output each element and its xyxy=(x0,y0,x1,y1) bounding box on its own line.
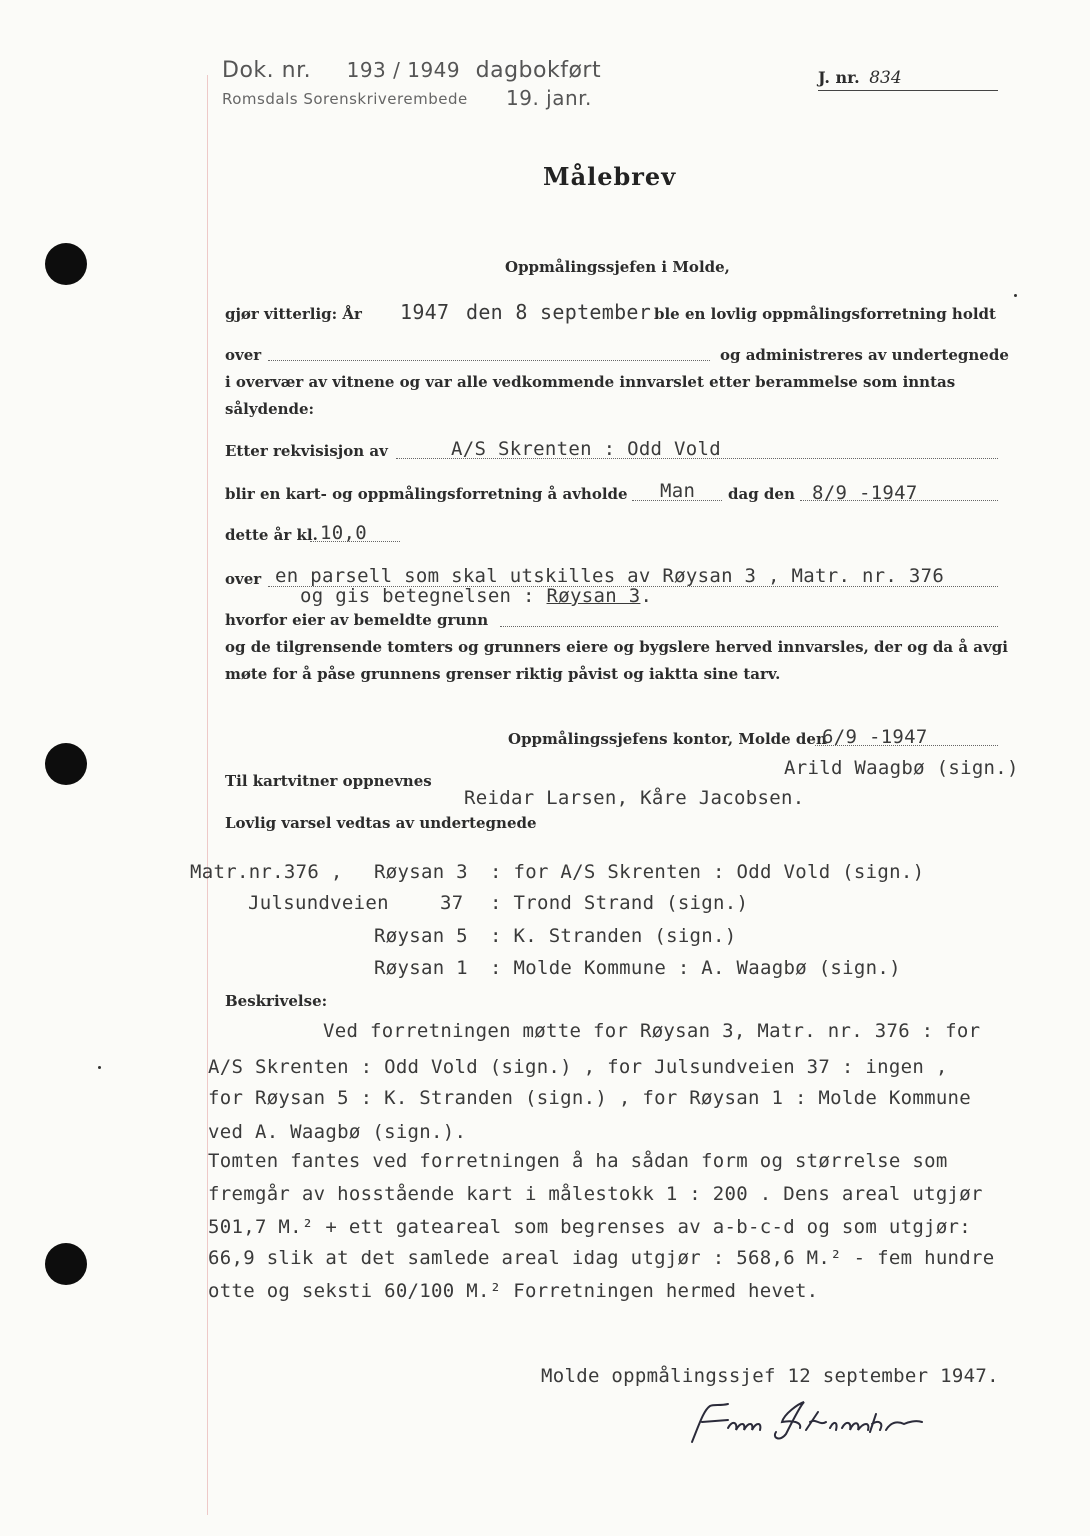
description-line: 66,9 slik at det samlede areal idag utgjør : 568,6 M.² - fem hundre xyxy=(208,1247,995,1269)
party-left: Julsundveien xyxy=(248,892,389,914)
meeting-date: 8/9 -1947 xyxy=(812,482,918,504)
party-property: 37 xyxy=(440,892,464,914)
parcel-designation: Røysan 3 xyxy=(546,585,641,607)
description-line: Tomten fantes ved forretningen å ha sådan form og størrelse som xyxy=(208,1150,948,1172)
parcel-designation-suffix: . xyxy=(640,585,653,607)
j-value: 834 xyxy=(869,68,902,88)
journal-underline xyxy=(818,90,998,91)
office-date: 6/9 -1947 xyxy=(822,726,928,748)
doc-number-stamp xyxy=(222,58,601,83)
description-line: otte og seksti 60/100 M.² Forretningen hermed hevet. xyxy=(208,1280,819,1302)
witnesses-names: Reidar Larsen, Kåre Jacobsen. xyxy=(464,787,805,809)
witnesses-label: Til kartvitner oppnevnes xyxy=(225,772,432,790)
party-property: Røysan 1 xyxy=(374,957,468,979)
office-signer: Arild Waagbø (sign.) xyxy=(784,757,1019,779)
description-label: Beskrivelse: xyxy=(225,992,328,1010)
year-value: 1947 xyxy=(400,300,450,324)
party-text: : Molde Kommune : A. Waagbø (sign.) xyxy=(490,957,901,979)
time-label: dette år kl. xyxy=(225,526,318,544)
vitterlig-label: gjør vitterlig: År xyxy=(225,305,362,323)
notice-line-1: og de tilgrensende tomters og grunners eiere og bygslere herved innvarsles, der og da å avgi xyxy=(225,638,1008,656)
over-label: over xyxy=(225,346,262,364)
description-line: fremgår av hosstående kart i målestokk 1 : 200 . Dens areal utgjør xyxy=(208,1183,983,1205)
date-value: den 8 september xyxy=(466,300,652,324)
j-label: J. nr. xyxy=(818,68,860,87)
party-property: Røysan 5 xyxy=(374,925,468,947)
time-value: 10,0 xyxy=(320,522,367,544)
party-property: Røysan 3 xyxy=(374,861,468,883)
speck xyxy=(1014,294,1017,297)
closing-line: Molde oppmålingssjef 12 september 1947. xyxy=(541,1365,999,1387)
speck xyxy=(98,1066,101,1069)
dok-number: 193 / 1949 xyxy=(346,58,461,82)
parcel-line-1: en parsell som skal utskilles av Røysan 3 , Matr. nr. 376 xyxy=(275,565,945,587)
requisition-value: A/S Skrenten : Odd Vold xyxy=(451,438,721,460)
party-text: : for A/S Skrenten : Odd Vold (sign.) xyxy=(490,861,925,883)
party-text: : K. Stranden (sign.) xyxy=(490,925,737,947)
punch-hole xyxy=(45,743,87,785)
party-text: : Trond Strand (sign.) xyxy=(490,892,749,914)
parcel-designation-prefix: og gis betegnelsen : xyxy=(300,585,547,607)
vitterlig-rest: ble en lovlig oppmålingsforretning holdt xyxy=(654,305,996,323)
over-field-line xyxy=(268,360,710,361)
dok-prefix: Dok. nr. xyxy=(222,58,312,83)
party-left: Matr.nr.376 , xyxy=(190,861,343,883)
office-stamp xyxy=(222,90,468,108)
weekday-value: Man xyxy=(660,480,696,502)
notice-line-2: møte for å påse grunnens grenser riktig påvist og iaktta sine tarv. xyxy=(225,665,781,683)
parcel-line-2 xyxy=(300,585,652,607)
handwritten-signature xyxy=(680,1392,930,1454)
authority: Oppmålingssjefen i Molde, xyxy=(505,258,730,276)
parcel-over-label: over xyxy=(225,570,262,588)
description-line: A/S Skrenten : Odd Vold (sign.) , for Julsundveien 37 : ingen , xyxy=(208,1056,948,1078)
description-line: Ved forretningen møtte for Røysan 3, Matr. nr. 376 : for xyxy=(323,1020,981,1042)
document-title: Målebrev xyxy=(543,162,677,191)
requisition-label: Etter rekvisisjon av xyxy=(225,442,388,460)
description-line: 501,7 M.² + ett gateareal som begrenses av a-b-c-d og som utgjør: xyxy=(208,1216,972,1238)
punch-hole xyxy=(45,243,87,285)
office-name: Romsdals Sorenskriverembede xyxy=(222,90,468,108)
office-label: Oppmålingssjefens kontor, Molde den xyxy=(508,730,827,748)
description-line: ved A. Waagbø (sign.). xyxy=(208,1121,467,1143)
over-rest: og administreres av undertegnede xyxy=(720,346,1009,364)
owner-notice: hvorfor eier av bemeldte grunn xyxy=(225,611,489,629)
meeting-label: blir en kart- og oppmålingsforretning å avholde xyxy=(225,485,628,503)
description-line: for Røysan 5 : K. Stranden (sign.) , for Røysan 1 : Molde Kommune xyxy=(208,1087,972,1109)
intro-line-4: sålydende: xyxy=(225,400,315,418)
owner-field-line xyxy=(500,626,998,627)
registration-date: 19. janr. xyxy=(506,86,592,110)
notice-accepted: Lovlig varsel vedtas av undertegnede xyxy=(225,814,537,832)
punch-hole xyxy=(45,1243,87,1285)
intro-line-3: i overvær av vitnene og var alle vedkommende innvarslet etter berammelse som inntas xyxy=(225,373,956,391)
dagbokfort-stamp: dagbokført xyxy=(475,58,602,83)
journal-number xyxy=(818,68,902,88)
dag-den-label: dag den xyxy=(728,485,795,503)
